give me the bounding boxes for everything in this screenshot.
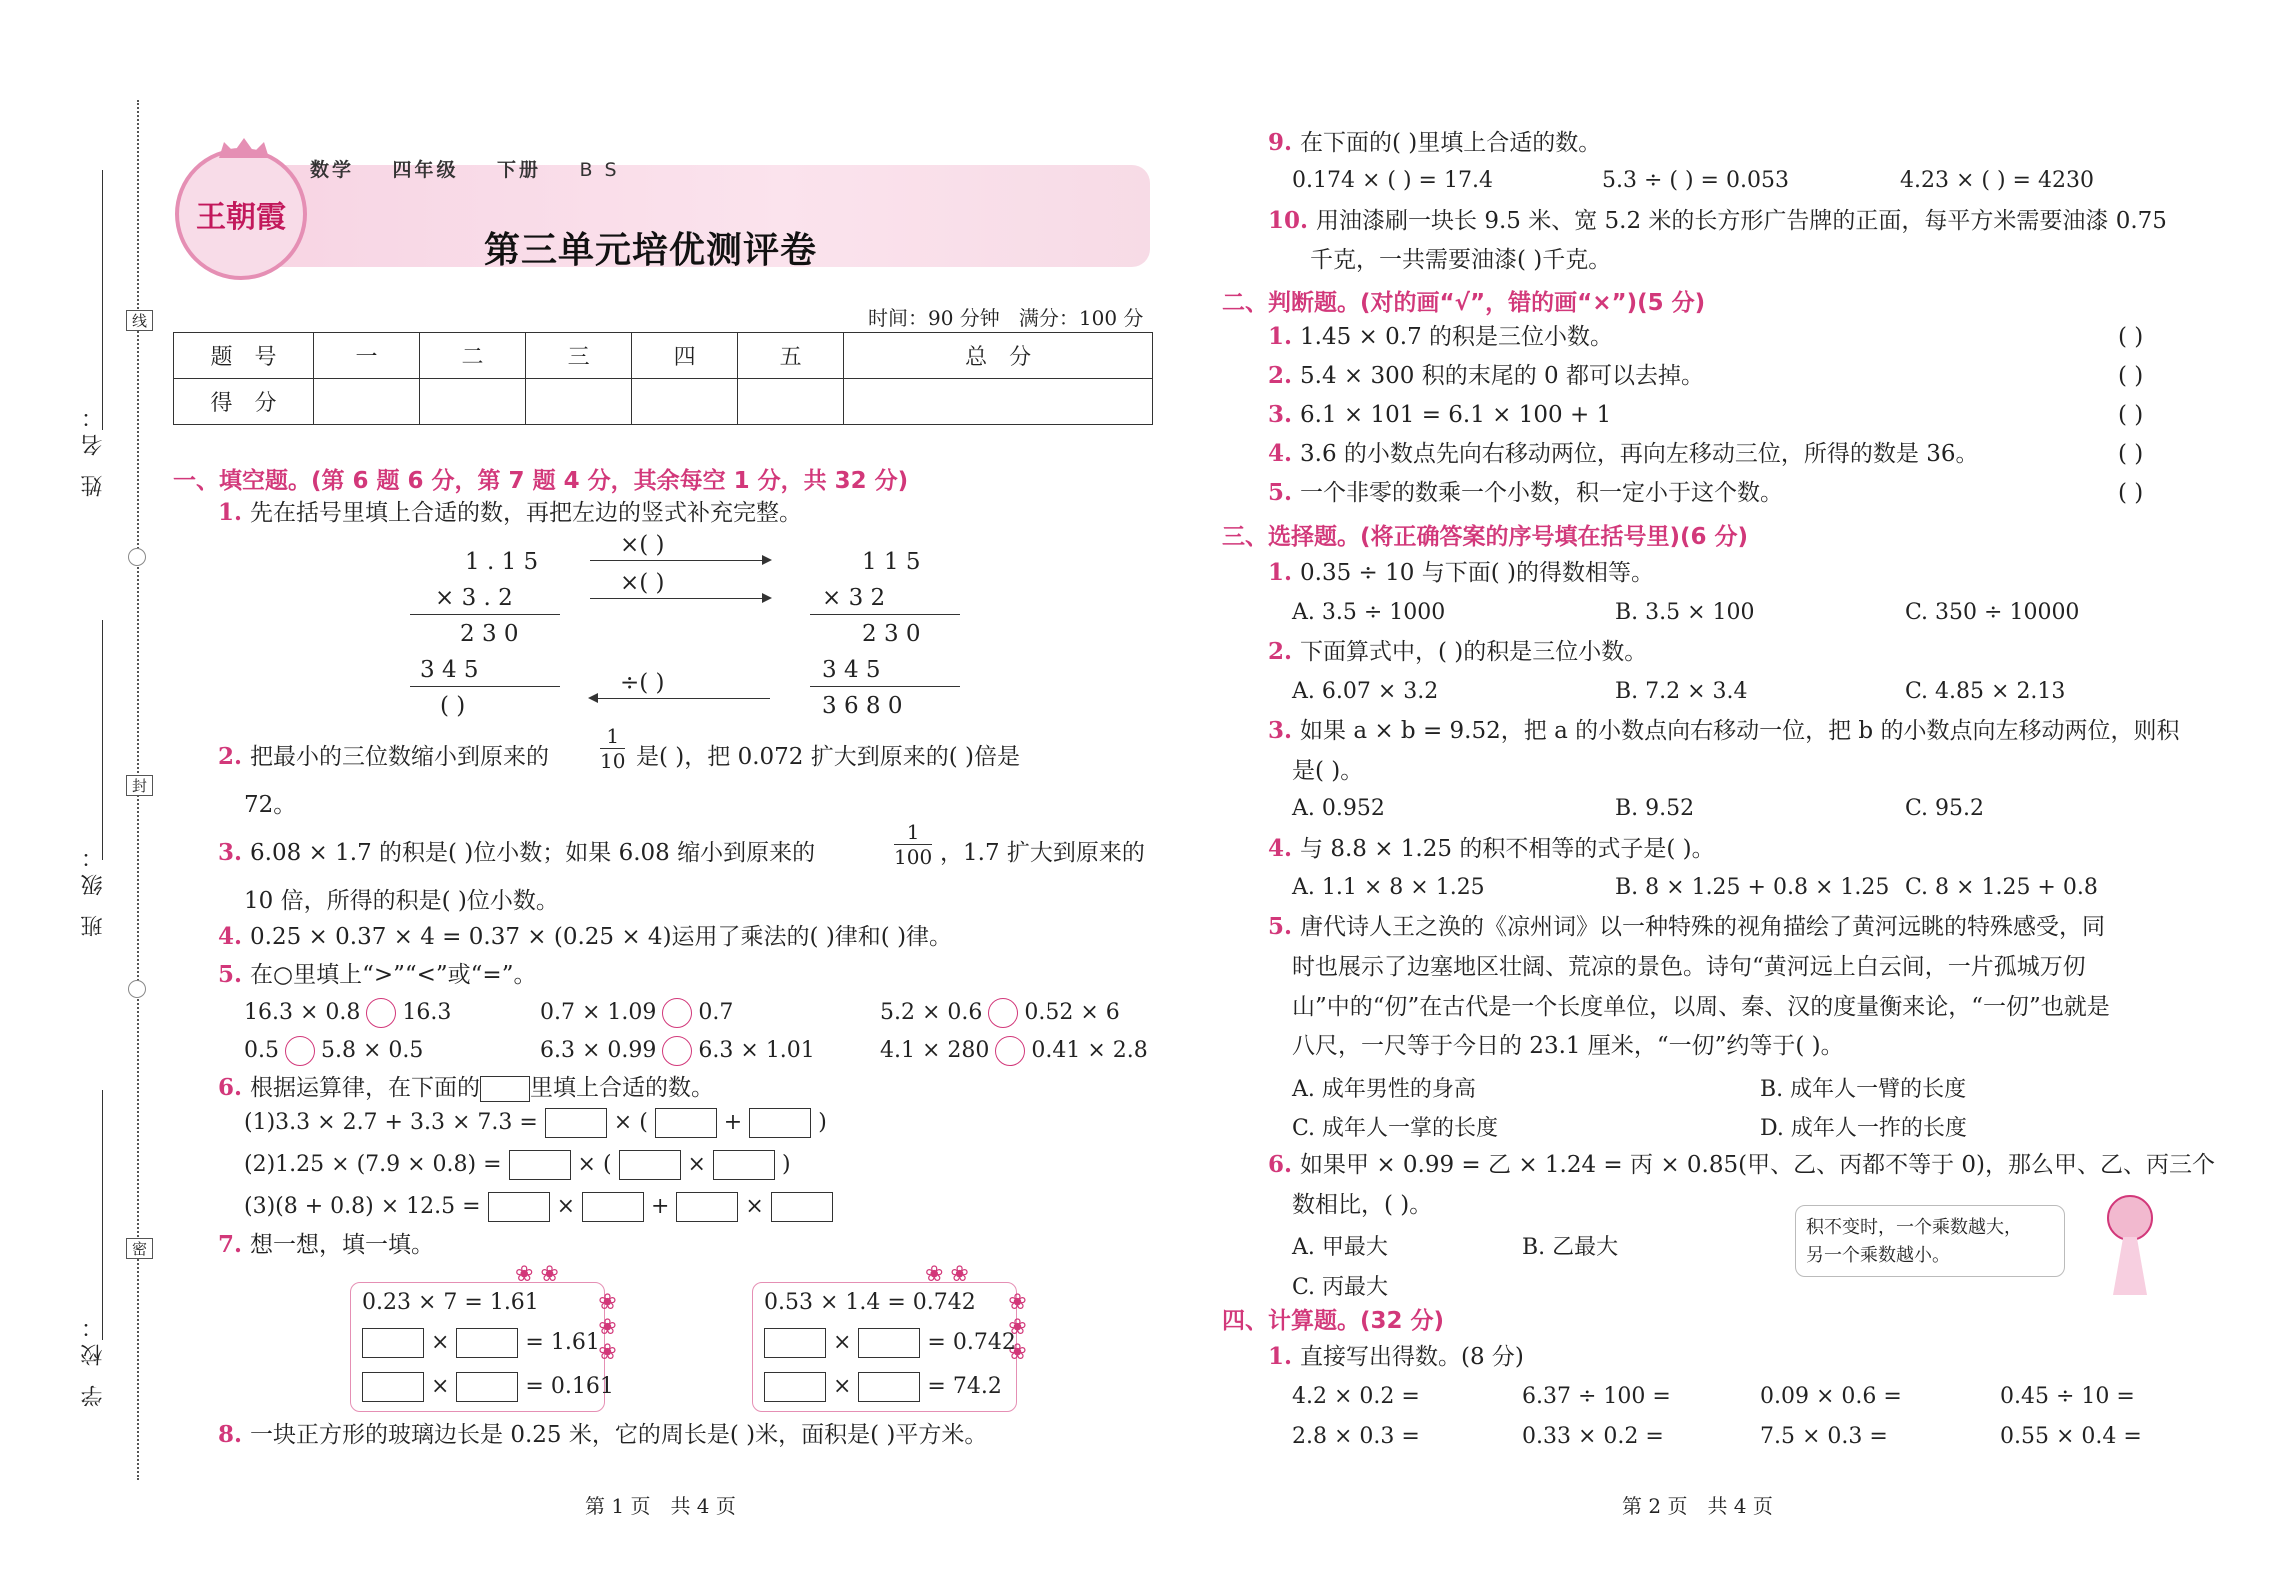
- score-table: 题 号 一 二 三 四 五 总 分 得 分: [173, 332, 1153, 425]
- scissor-icon: [128, 548, 146, 566]
- score-cell[interactable]: [526, 379, 632, 425]
- compare-circle[interactable]: [366, 998, 396, 1028]
- school-label: 学 校：: [81, 1310, 106, 1407]
- q6-row-3: (3)(8 + 0.8) × 12.5 = × + ×: [244, 1192, 833, 1222]
- q5-row-1: 16.3 × 0.8 16.3: [244, 998, 451, 1028]
- score-cell[interactable]: [738, 379, 844, 425]
- hint-bubble: 积不变时，一个乘数越大， 另一个乘数越小。: [1795, 1205, 2065, 1277]
- judge-answer[interactable]: ( ): [2118, 441, 2144, 467]
- compare-circle[interactable]: [662, 998, 692, 1028]
- course-info: [310, 155, 620, 182]
- q6: 6. 根据运算律，在下面的 里填上合适的数。: [218, 1074, 715, 1101]
- compare-circle[interactable]: [662, 1036, 692, 1066]
- brand-logo: [175, 148, 307, 280]
- fraction-1-10: 1 10: [600, 724, 626, 773]
- page-title: 第三单元培优测评卷: [484, 230, 818, 271]
- compare-circle[interactable]: [285, 1036, 315, 1066]
- q6-row-1: (1)3.3 × 2.7 + 3.3 × 7.3 = × ( + ): [244, 1108, 827, 1138]
- brand-name: 王朝霞: [196, 200, 286, 235]
- class-label: 班 级：: [81, 840, 106, 937]
- exam-time: 时间：90 分钟 满分：100 分: [868, 306, 1144, 330]
- fraction-1-100: 1 100: [894, 820, 933, 869]
- judge-answer[interactable]: ( ): [2118, 402, 2144, 428]
- page-number-1: 第 1 页 共 4 页: [585, 1494, 736, 1518]
- q9: 9. 在下面的( )里填上合适的数。: [1268, 129, 1602, 156]
- line-mark: 线: [126, 310, 153, 331]
- score-cell[interactable]: [632, 379, 738, 425]
- judge-answer[interactable]: ( ): [2118, 324, 2144, 350]
- q3: 3. 6.08 × 1.7 的积是( )位小数；如果 6.08 缩小到原来的: [218, 839, 816, 866]
- q7: 7. 想一想，填一填。: [218, 1231, 435, 1258]
- section-4-title: 四、计算题。(32 分): [1222, 1308, 1445, 1334]
- compare-circle[interactable]: [988, 998, 1018, 1028]
- judge-answer[interactable]: ( ): [2118, 480, 2144, 506]
- q10: 10. 用油漆刷一块长 9.5 米、宽 5.2 米的长方形广告牌的正面，每平方米需要油漆 0.75: [1268, 207, 2167, 234]
- grade: 四年级: [392, 159, 459, 181]
- scissor-icon: [128, 980, 146, 998]
- term: 下册: [496, 159, 541, 181]
- seal-mark: 封: [126, 775, 153, 796]
- score-cell[interactable]: [420, 379, 526, 425]
- q5: 5. 在○里填上“>”“<”或“=”。: [218, 961, 537, 988]
- q1: 1. 先在括号里填上合适的数，再把左边的竖式补充完整。: [218, 499, 803, 526]
- binding-margin: [0, 0, 160, 1582]
- score-cell[interactable]: [844, 379, 1153, 425]
- q5-row-2: 0.5 5.8 × 0.5: [244, 1036, 423, 1066]
- subject: 数学: [310, 159, 355, 181]
- q4: 4. 0.25 × 0.37 × 4 = 0.37 × (0.25 × 4)运用了乘法的( )律和( )律。: [218, 923, 953, 950]
- section-1-title: 一、填空题。(第 6 题 6 分，第 7 题 4 分，其余每空 1 分，共 32 分): [173, 468, 909, 494]
- q8: 8. 一块正方形的玻璃边长是 0.25 米，它的周长是( )米，面积是( )平方米。: [218, 1421, 988, 1448]
- judge-answer[interactable]: ( ): [2118, 363, 2144, 389]
- q2: 2. 把最小的三位数缩小到原来的: [218, 743, 550, 770]
- page-number-2: 第 2 页 共 4 页: [1622, 1494, 1773, 1518]
- girl-character-icon: [2095, 1195, 2165, 1305]
- section-2-title: 二、判断题。(对的画“√”，错的画“×”)(5 分): [1222, 290, 1706, 316]
- score-cell[interactable]: [314, 379, 420, 425]
- q6-row-2: (2)1.25 × (7.9 × 0.8) = × ( × ): [244, 1150, 791, 1180]
- compare-circle[interactable]: [995, 1036, 1025, 1066]
- edition: B S: [579, 159, 620, 181]
- section-3-title: 三、选择题。(将正确答案的序号填在括号里)(6 分): [1222, 524, 1749, 550]
- seal2-mark: 密: [126, 1238, 153, 1259]
- name-label: 姓 名：: [81, 400, 106, 497]
